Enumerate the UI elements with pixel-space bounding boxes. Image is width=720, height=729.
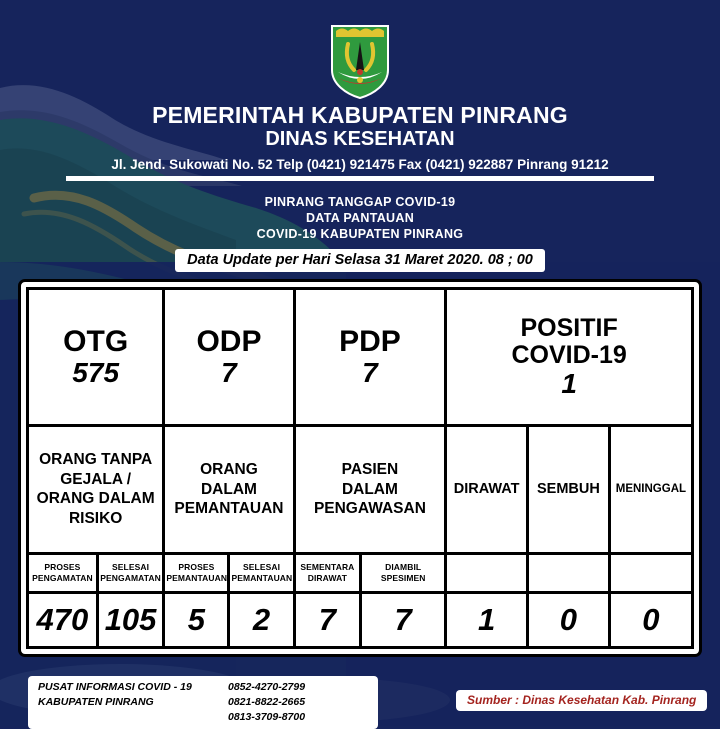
- sublabel-cell-4: [294, 553, 361, 592]
- value-2: 5: [187, 602, 206, 638]
- category-total-odp: 7: [221, 357, 237, 388]
- description-sembuh: SEMBUH: [536, 481, 600, 498]
- description-cell-pdp: [294, 426, 446, 553]
- sublabel-5-line2: SPESIMEN: [380, 572, 426, 583]
- pinrang-regency-coat-of-arms-icon: [328, 22, 392, 100]
- info-center-phone-3[interactable]: 0813-3709-8700: [228, 710, 306, 723]
- covid-info-center-box: [28, 676, 378, 729]
- sublabel-1-line2: PENGAMATAN: [100, 572, 161, 583]
- value-cell-5: [361, 592, 446, 647]
- description-odp-line1: ORANG: [200, 461, 258, 479]
- value-1: 105: [104, 602, 157, 638]
- description-meninggal: MENINGGAL: [615, 483, 687, 496]
- category-code-otg: OTG: [63, 324, 129, 358]
- value-cell-0: [28, 592, 98, 647]
- table-row-descriptions: [28, 426, 693, 553]
- value-cell-1: [97, 592, 164, 647]
- description-pdp-line3: PENGAWASAN: [313, 500, 426, 518]
- category-total-positif: 1: [561, 367, 577, 399]
- sublabel-1-line1: SELESAI: [112, 562, 150, 573]
- value-4: 7: [318, 602, 336, 638]
- description-otg-line2: GEJALA /: [60, 470, 132, 488]
- table-row-sublabels: [28, 553, 693, 592]
- sublabel-4-line2: DIRAWAT: [307, 572, 347, 583]
- info-center-line1: PUSAT INFORMASI COVID - 19: [38, 681, 192, 693]
- sublabel-cell-6: [446, 553, 528, 592]
- sublabel-2-line1: PROSES: [178, 562, 215, 573]
- description-cell-dirawat: [446, 426, 528, 553]
- description-cell-odp: [164, 426, 294, 553]
- sublabel-cell-7: [528, 553, 610, 592]
- sublabel-4-line1: SEMENTARA: [300, 562, 355, 573]
- government-title: PEMERINTAH KABUPATEN PINRANG: [152, 102, 568, 128]
- description-otg-line3: ORANG DALAM: [36, 490, 155, 508]
- sublabel-0-line1: PROSES: [44, 562, 81, 573]
- info-center-phone-2[interactable]: 0821-8822-2665: [228, 695, 306, 708]
- category-cell-pdp: [294, 289, 446, 426]
- description-pdp-line2: DALAM: [341, 480, 398, 498]
- sublabel-3-line2: PEMANTAUAN: [231, 572, 293, 583]
- sublabel-cell-8: [609, 553, 692, 592]
- sublabel-2-line2: PEMANTAUAN: [166, 572, 228, 583]
- source-credit-text: Sumber : Dinas Kesehatan Kab. Pinrang: [467, 693, 697, 707]
- value-3: 2: [252, 602, 271, 638]
- category-code-positif-line2: COVID-19: [511, 340, 627, 369]
- description-cell-meninggal: [609, 426, 692, 553]
- description-otg-line4: RISIKO: [68, 509, 123, 527]
- description-odp-line2: DALAM: [200, 480, 257, 498]
- description-cell-otg: [28, 426, 164, 553]
- category-cell-odp: [164, 289, 294, 426]
- category-cell-otg: [28, 289, 164, 426]
- data-update-banner: Data Update per Hari Selasa 31 Maret 2020. 08 ; 00: [175, 249, 545, 272]
- sublabel-cell-0: [28, 553, 98, 592]
- value-cell-8: [609, 592, 692, 647]
- value-6: 1: [478, 602, 496, 638]
- info-center-phone-1[interactable]: 0852-4270-2799: [228, 681, 306, 693]
- table-row-categories: [28, 289, 693, 426]
- page-header: [0, 0, 720, 272]
- campaign-line-2: DATA PANTAUAN: [305, 211, 415, 225]
- info-center-line2: KABUPATEN PINRANG: [38, 695, 154, 708]
- value-cell-2: [164, 592, 229, 647]
- description-odp-line3: PEMANTAUAN: [174, 500, 284, 518]
- description-otg-line1: ORANG TANPA: [39, 451, 153, 469]
- campaign-heading: [0, 194, 720, 242]
- category-total-otg: 575: [72, 357, 120, 388]
- description-cell-sembuh: [528, 426, 610, 553]
- header-divider: [66, 176, 654, 181]
- category-code-pdp: PDP: [339, 324, 401, 358]
- description-pdp-line1: PASIEN: [341, 461, 399, 479]
- covid-statistics-board: [18, 279, 702, 657]
- value-7: 0: [559, 602, 578, 638]
- description-dirawat: DIRAWAT: [453, 481, 520, 498]
- sublabel-cell-5: [361, 553, 446, 592]
- sublabel-cell-3: [229, 553, 294, 592]
- campaign-line-1: PINRANG TANGGAP COVID-19: [264, 195, 456, 209]
- category-cell-positif: [446, 289, 693, 426]
- value-cell-3: [229, 592, 294, 647]
- sublabel-cell-2: [164, 553, 229, 592]
- category-code-odp: ODP: [196, 324, 262, 358]
- covid-statistics-table: [26, 287, 694, 649]
- category-code-positif-line1: POSITIF: [520, 313, 618, 342]
- value-0: 470: [36, 602, 89, 638]
- source-credit-box: [456, 690, 707, 711]
- sublabel-5-line1: DIAMBIL: [385, 562, 422, 573]
- sublabel-cell-1: [97, 553, 164, 592]
- value-cell-4: [294, 592, 361, 647]
- value-cell-6: [446, 592, 528, 647]
- value-8: 0: [642, 602, 660, 638]
- value-5: 7: [394, 602, 412, 638]
- table-row-values: [28, 592, 693, 647]
- office-address: Jl. Jend. Sukowati No. 52 Telp (0421) 921475 Fax (0421) 922887 Pinrang 91212: [111, 157, 609, 172]
- value-cell-7: [528, 592, 610, 647]
- sublabel-0-line2: PENGAMATAN: [32, 572, 93, 583]
- department-title: DINAS KESEHATAN: [265, 128, 455, 150]
- campaign-line-3: COVID-19 KABUPATEN PINRANG: [256, 227, 464, 241]
- sublabel-3-line1: SELESAI: [243, 562, 281, 573]
- category-total-pdp: 7: [362, 357, 378, 388]
